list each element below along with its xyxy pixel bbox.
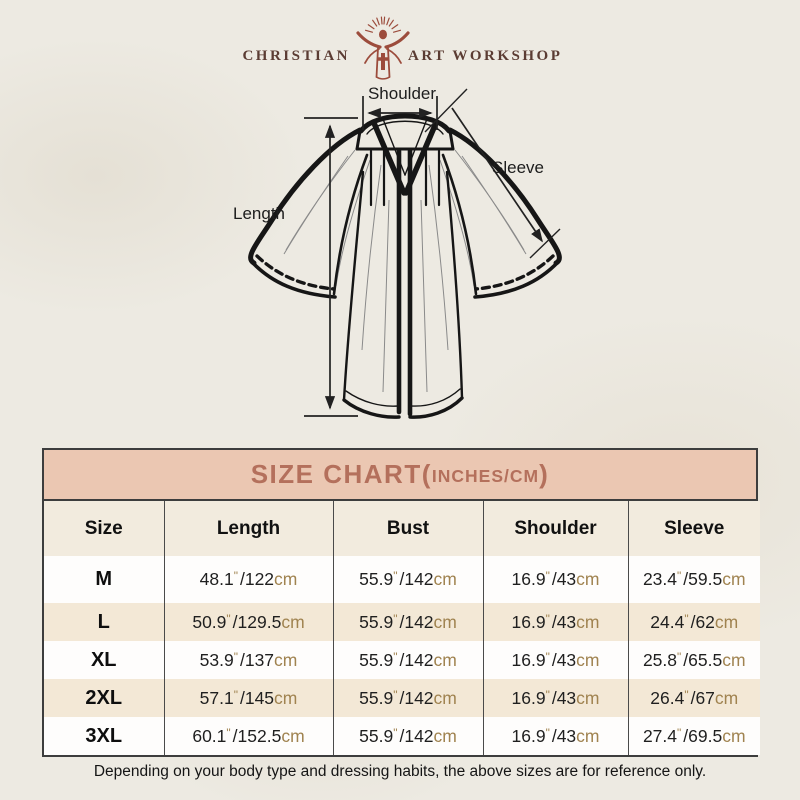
table-row [44,556,760,603]
bust-measurement-cell: 55.9"/142cm [333,717,483,755]
length-label: Length [233,204,285,223]
shoulder-measurement-cell: 16.9"/43cm [483,717,628,755]
title-main: SIZE CHART [250,459,422,489]
table-row [44,603,760,641]
sleeve-measurement-cell: 25.8"/65.5cm [628,641,760,679]
size-table-body [44,556,760,755]
size-cell: XL [90,648,117,671]
column-header-bust: Bust [333,501,483,556]
bust-measurement-cell: 55.9"/142cm [333,556,483,603]
column-header-sleeve: Sleeve [628,501,760,556]
table-row [44,679,760,717]
shoulder-label: Shoulder [367,84,437,103]
robe-fold-lines [284,150,526,392]
sleeve-measurement-cell: 26.4"/67cm [628,679,760,717]
bust-measurement-cell: 55.9"/142cm [333,641,483,679]
sleeve-measurement-cell: 24.4"/62cm [628,603,760,641]
shoulder-measurement-cell: 16.9"/43cm [483,603,628,641]
length-measurement-cell: 57.1"/145cm [164,679,333,717]
bust-measurement-cell: 55.9"/142cm [333,679,483,717]
column-header-shoulder: Shoulder [483,501,628,556]
column-header-length: Length [164,501,333,556]
size-cell: 3XL [85,724,123,747]
size-cell: 2XL [85,686,123,709]
length-measurement-cell: 48.1"/122cm [164,556,333,603]
sleeve-measurement-cell: 23.4"/59.5cm [628,556,760,603]
bust-measurement-cell: 55.9"/142cm [333,603,483,641]
title-open-paren: ( [421,459,432,489]
brand-name-right: ART WORKSHOP [408,48,563,64]
shoulder-measurement-cell: 16.9"/43cm [483,641,628,679]
size-chart-title [44,450,756,501]
table-row [44,641,760,679]
sleeve-label: Sleeve [492,158,544,177]
column-header-size: Size [84,517,123,539]
length-measurement-cell: 60.1"/152.5cm [164,717,333,755]
length-measurement-cell: 50.9"/129.5cm [164,603,333,641]
size-chart-table [42,448,758,757]
shoulder-measurement-cell: 16.9"/43cm [483,679,628,717]
size-cell: M [95,568,113,590]
size-cell: L [97,610,110,633]
title-close-paren: ) [539,459,550,489]
brand-name-left: CHRISTIAN [242,48,350,64]
sleeve-measurement-cell: 27.4"/69.5cm [628,717,760,755]
table-header-row [44,501,760,556]
title-units-label: INCHES/CM [431,465,540,486]
table-row [44,717,760,755]
shoulder-measurement-cell: 16.9"/43cm [483,556,628,603]
length-measurement-cell: 53.9"/137cm [164,641,333,679]
reference-disclaimer: Depending on your body type and dressing habits, the above sizes are for reference only. [93,763,707,780]
